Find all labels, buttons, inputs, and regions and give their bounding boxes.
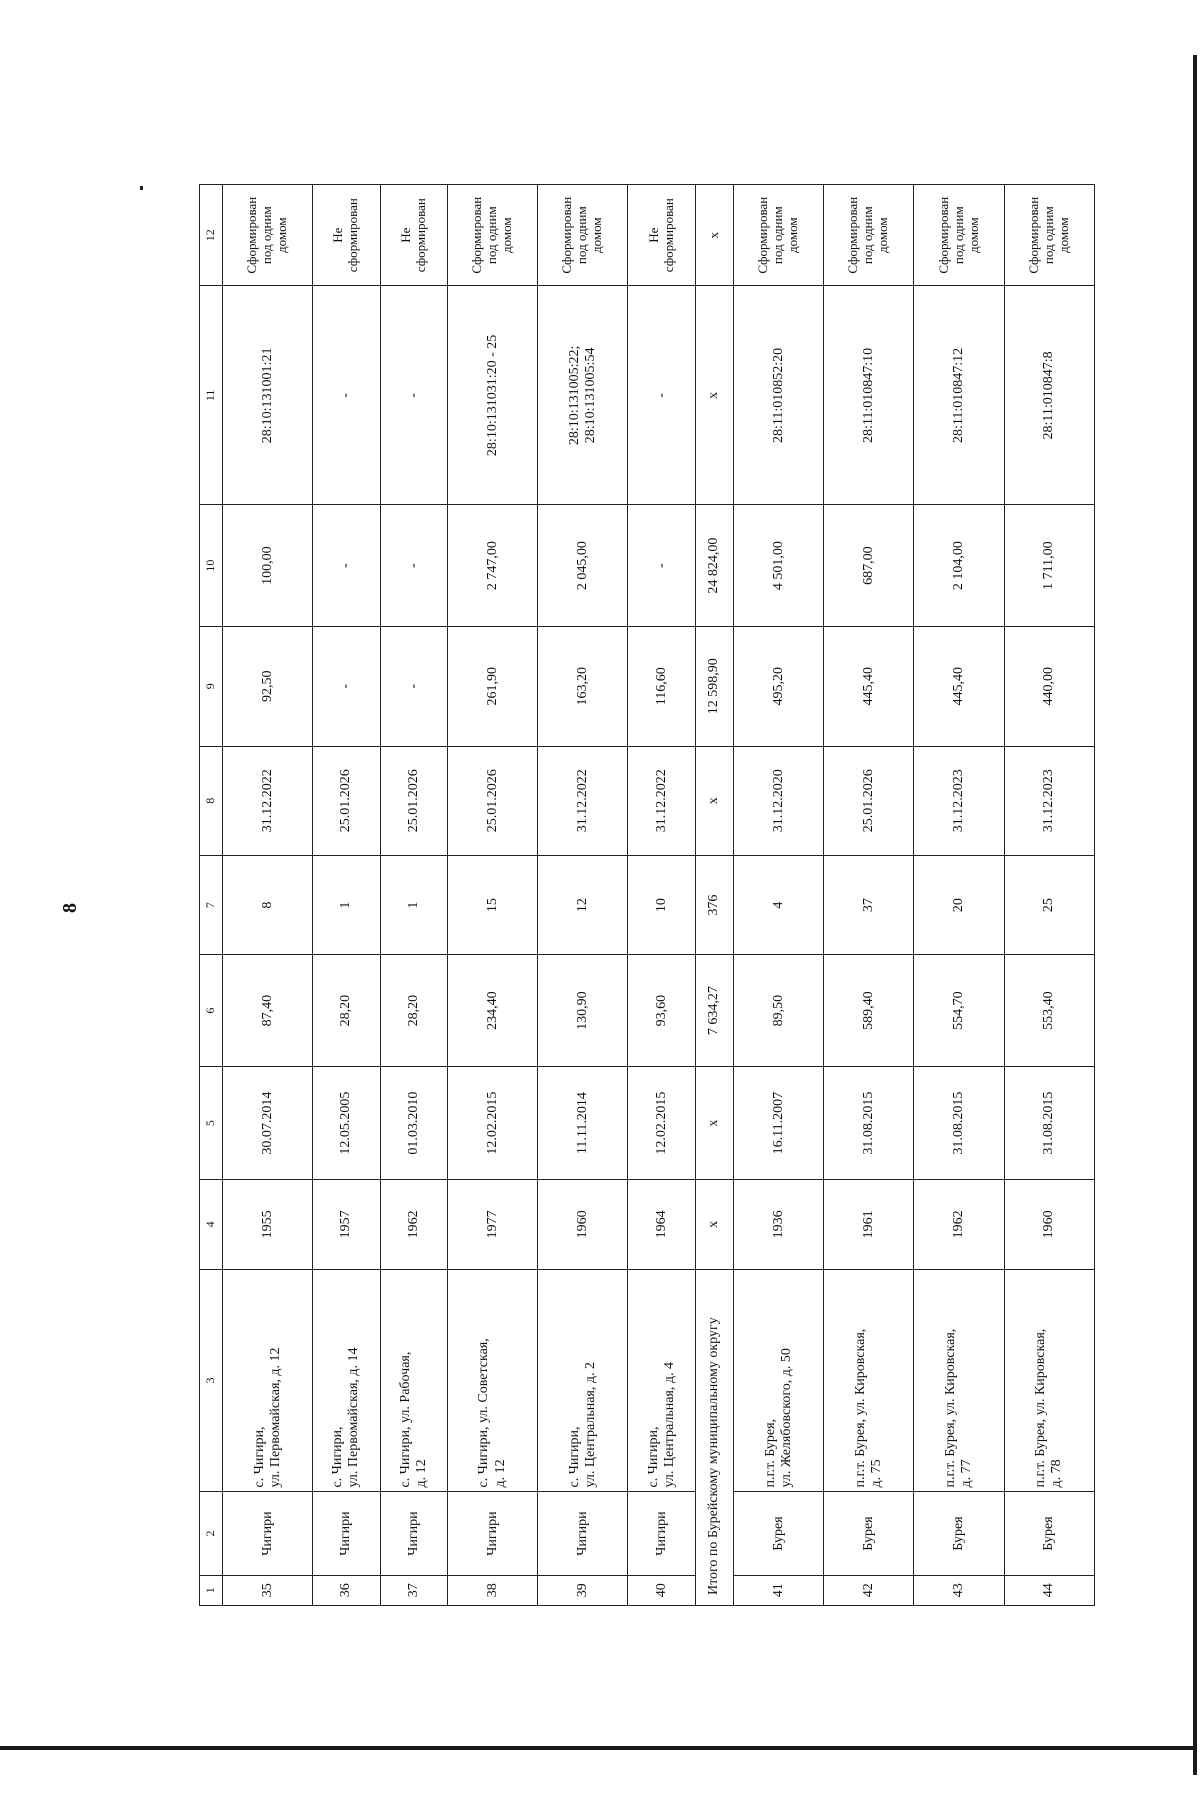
address-line: с. Чигири, — [251, 1426, 267, 1488]
row-number: 35 — [223, 1575, 313, 1605]
page-number: 8 — [58, 903, 81, 913]
table-row — [538, 185, 628, 1606]
build-year: 1960 — [538, 1180, 628, 1269]
value-9: 116,60 — [628, 626, 695, 746]
status-line: Сформирован — [1025, 196, 1041, 274]
emergency-date: 31.08.2015 — [914, 1066, 1004, 1180]
land-status — [223, 185, 313, 286]
address-line: д. 77 — [959, 1459, 975, 1488]
deadline: 31.12.2023 — [914, 746, 1004, 855]
build-year: 1955 — [223, 1180, 313, 1269]
address-line: ул. Первомайская, д. 14 — [346, 1347, 362, 1488]
cadastral-number — [733, 286, 823, 505]
land-status — [733, 185, 823, 286]
cadastral-line: 28:11:010847:10 — [860, 347, 876, 443]
residents: 25 — [1004, 856, 1094, 955]
scan-edge-bottom — [0, 1746, 1197, 1750]
table-row — [380, 185, 447, 1606]
residents: 10 — [628, 856, 695, 955]
status-line: домом — [875, 217, 891, 253]
cadastral-line: 28:11:010852:20 — [770, 347, 786, 443]
value-10: 2 104,00 — [914, 505, 1004, 627]
header-row — [200, 185, 223, 1606]
address-line: д. 12 — [413, 1459, 429, 1488]
cadastral-line: 28:10:131001:21 — [259, 347, 275, 444]
col-header: 8 — [200, 746, 223, 855]
status-line: под одним — [770, 206, 786, 265]
status-line: Сформирован — [935, 196, 951, 274]
deadline: 25.01.2026 — [313, 746, 380, 855]
residents: 1 — [313, 856, 380, 955]
deadline: 31.12.2022 — [538, 746, 628, 855]
status-line: Сформирован — [469, 196, 485, 274]
address — [628, 1269, 695, 1492]
deadline: 25.01.2026 — [380, 746, 447, 855]
address-line: ул. Первомайская, д. 12 — [267, 1347, 283, 1488]
residents: 4 — [733, 856, 823, 955]
col-header: 4 — [200, 1180, 223, 1269]
address-line: с. Чигири, — [566, 1426, 582, 1488]
value-10: 1 711,00 — [1004, 505, 1094, 627]
build-year: 1977 — [447, 1180, 537, 1269]
build-year: x — [695, 1180, 733, 1269]
status-line: под одним — [860, 206, 876, 265]
value-10: 687,00 — [824, 505, 914, 627]
emergency-date: 30.07.2014 — [223, 1066, 313, 1180]
address — [1004, 1269, 1094, 1492]
row-number: 44 — [1004, 1575, 1094, 1605]
address — [380, 1269, 447, 1492]
status-line: домом — [785, 217, 801, 253]
area: 93,60 — [628, 955, 695, 1066]
col-header: 9 — [200, 626, 223, 746]
cadastral-number — [914, 286, 1004, 505]
row-number: 40 — [628, 1575, 695, 1605]
row-number: 39 — [538, 1575, 628, 1605]
land-status — [538, 185, 628, 286]
status-line: домом — [499, 217, 515, 253]
settlement: Чигири — [313, 1492, 380, 1575]
col-header: 6 — [200, 955, 223, 1066]
area: 130,90 — [538, 955, 628, 1066]
value-10: - — [313, 505, 380, 627]
build-year: 1961 — [824, 1180, 914, 1269]
address-line: с. Чигири, ул. Рабочая, — [397, 1351, 413, 1488]
status-line: сформирован — [345, 198, 361, 273]
table-row — [628, 185, 695, 1606]
housing-table — [199, 184, 1095, 1606]
area: 87,40 — [223, 955, 313, 1066]
cadastral-line: 28:10:131031:20 - 25 — [484, 334, 500, 457]
cadastral-line: - — [338, 393, 354, 398]
cadastral-line: 28:10:131005:54 — [582, 347, 598, 444]
status-line: Сформирован — [845, 196, 861, 274]
residents: 8 — [223, 856, 313, 955]
status-line: сформирован — [412, 198, 428, 273]
emergency-date: 12.02.2015 — [447, 1066, 537, 1180]
status-line: домом — [589, 217, 605, 253]
address-line: с. Чигири, — [330, 1426, 346, 1488]
col-header: 2 — [200, 1492, 223, 1575]
table-row — [914, 185, 1004, 1606]
table-body — [223, 185, 1095, 1606]
area: 589,40 — [824, 955, 914, 1066]
cadastral-line: - — [653, 393, 669, 398]
row-number: 37 — [380, 1575, 447, 1605]
land-status — [380, 185, 447, 286]
value-9: 163,20 — [538, 626, 628, 746]
emergency-date: 12.02.2015 — [628, 1066, 695, 1180]
col-header: 1 — [200, 1575, 223, 1605]
deadline: x — [695, 746, 733, 855]
row-number: 38 — [447, 1575, 537, 1605]
address-line: ул. Желябовского, д. 50 — [778, 1348, 794, 1488]
status-line: домом — [1055, 217, 1071, 253]
address — [914, 1269, 1004, 1492]
cadastral-line: 28:10:131005:22; — [566, 345, 582, 446]
row-number: 36 — [313, 1575, 380, 1605]
address-line: с. Чигири, — [645, 1426, 661, 1488]
build-year: 1957 — [313, 1180, 380, 1269]
status-line: под одним — [950, 206, 966, 265]
cadastral-number — [1004, 286, 1094, 505]
area: 234,40 — [447, 955, 537, 1066]
table-row — [313, 185, 380, 1606]
value-10: - — [628, 505, 695, 627]
value-9: 261,90 — [447, 626, 537, 746]
settlement: Бурея — [1004, 1492, 1094, 1575]
scan-edge-right — [1193, 55, 1197, 1775]
value-10: 2 747,00 — [447, 505, 537, 627]
deadline: 31.12.2023 — [1004, 746, 1094, 855]
address — [733, 1269, 823, 1492]
address — [447, 1269, 537, 1492]
area: 7 634,27 — [695, 955, 733, 1066]
value-10: 2 045,00 — [538, 505, 628, 627]
settlement: Чигири — [538, 1492, 628, 1575]
status-line: Сформирован — [559, 196, 575, 274]
cadastral-number — [223, 286, 313, 505]
address — [824, 1269, 914, 1492]
status-line: Не — [330, 227, 346, 243]
cadastral-number: x — [695, 286, 733, 505]
emergency-date: 12.05.2005 — [313, 1066, 380, 1180]
table-wrapper — [199, 184, 1095, 1606]
address-line: д. 75 — [868, 1459, 884, 1488]
land-status — [824, 185, 914, 286]
emergency-date: 01.03.2010 — [380, 1066, 447, 1180]
col-header: 12 — [200, 185, 223, 286]
residents: 376 — [695, 856, 733, 955]
value-9: - — [313, 626, 380, 746]
status-line: под одним — [484, 206, 500, 265]
emergency-date: 11.11.2014 — [538, 1066, 628, 1180]
settlement: Чигири — [447, 1492, 537, 1575]
deadline: 25.01.2026 — [447, 746, 537, 855]
residents: 37 — [824, 856, 914, 955]
cadastral-line: 28:11:010847:8 — [1041, 351, 1057, 440]
land-status — [1004, 185, 1094, 286]
settlement: Чигири — [223, 1492, 313, 1575]
table-row — [447, 185, 537, 1606]
build-year: 1960 — [1004, 1180, 1094, 1269]
scan-artifact-dot — [140, 186, 143, 190]
row-number: 41 — [733, 1575, 823, 1605]
deadline: 31.12.2020 — [733, 746, 823, 855]
address — [538, 1269, 628, 1492]
land-status — [914, 185, 1004, 286]
emergency-date: 31.08.2015 — [1004, 1066, 1094, 1180]
col-header: 11 — [200, 286, 223, 505]
value-9: 495,20 — [733, 626, 823, 746]
deadline: 31.12.2022 — [628, 746, 695, 855]
cadastral-line: - — [405, 393, 421, 398]
table-row — [1004, 185, 1094, 1606]
emergency-date: 16.11.2007 — [733, 1066, 823, 1180]
col-header: 10 — [200, 505, 223, 627]
col-header: 5 — [200, 1066, 223, 1180]
status-line: Не — [397, 227, 413, 243]
area: 28,20 — [380, 955, 447, 1066]
address — [223, 1269, 313, 1492]
value-9: 440,00 — [1004, 626, 1094, 746]
table-row — [223, 185, 313, 1606]
area: 553,40 — [1004, 955, 1094, 1066]
status-line: Сформирован — [755, 196, 771, 274]
land-status — [313, 185, 380, 286]
cadastral-number — [380, 286, 447, 505]
total-label: Итого по Бурейскому муниципальному округу — [695, 1269, 733, 1605]
status-line: сформирован — [660, 198, 676, 273]
deadline: 25.01.2026 — [824, 746, 914, 855]
land-status — [628, 185, 695, 286]
residents: 12 — [538, 856, 628, 955]
address-line: ул. Центральная, д. 2 — [582, 1362, 598, 1488]
land-status: x — [695, 185, 733, 286]
address-line: п.г.т. Бурея, ул. Кировская, — [852, 1328, 868, 1488]
emergency-date: 31.08.2015 — [824, 1066, 914, 1180]
build-year: 1962 — [380, 1180, 447, 1269]
value-10: - — [380, 505, 447, 627]
address — [313, 1269, 380, 1492]
status-line: домом — [965, 217, 981, 253]
settlement: Бурея — [824, 1492, 914, 1575]
cadastral-line: 28:11:010847:12 — [951, 347, 967, 443]
address-line: д. 12 — [492, 1459, 508, 1488]
value-9: 92,50 — [223, 626, 313, 746]
cadastral-number — [538, 286, 628, 505]
col-header: 7 — [200, 856, 223, 955]
cadastral-number — [628, 286, 695, 505]
area: 554,70 — [914, 955, 1004, 1066]
settlement: Бурея — [914, 1492, 1004, 1575]
residents: 20 — [914, 856, 1004, 955]
address-line: п.г.т. Бурея, — [762, 1418, 778, 1488]
value-10: 100,00 — [223, 505, 313, 627]
settlement: Бурея — [733, 1492, 823, 1575]
row-number: 42 — [824, 1575, 914, 1605]
row-number: 43 — [914, 1575, 1004, 1605]
value-10: 24 824,00 — [695, 505, 733, 627]
cadastral-number — [313, 286, 380, 505]
build-year: 1936 — [733, 1180, 823, 1269]
value-9: 445,40 — [914, 626, 1004, 746]
build-year: 1964 — [628, 1180, 695, 1269]
table-row — [733, 185, 823, 1606]
cadastral-number — [824, 286, 914, 505]
col-header: 3 — [200, 1269, 223, 1492]
value-9: 445,40 — [824, 626, 914, 746]
cadastral-number — [447, 286, 537, 505]
status-line: Не — [645, 227, 661, 243]
land-status — [447, 185, 537, 286]
table-row — [824, 185, 914, 1606]
status-line: под одним — [574, 206, 590, 265]
value-9: 12 598,90 — [695, 626, 733, 746]
address-line: п.г.т. Бурея, ул. Кировская, — [942, 1328, 958, 1488]
value-10: 4 501,00 — [733, 505, 823, 627]
address-line: д. 78 — [1049, 1459, 1065, 1488]
emergency-date: x — [695, 1066, 733, 1180]
status-line: под одним — [259, 206, 275, 265]
status-line: домом — [274, 217, 290, 253]
value-9: - — [380, 626, 447, 746]
address-line: ул. Центральная, д. 4 — [661, 1362, 677, 1488]
deadline: 31.12.2022 — [223, 746, 313, 855]
status-line: Сформирован — [244, 196, 260, 274]
total-row — [695, 185, 733, 1606]
area: 89,50 — [733, 955, 823, 1066]
address-line: с. Чигири, ул. Советская, — [476, 1338, 492, 1488]
residents: 1 — [380, 856, 447, 955]
address-line: п.г.т. Бурея, ул. Кировская, — [1033, 1328, 1049, 1488]
status-line: под одним — [1040, 206, 1056, 265]
settlement: Чигири — [628, 1492, 695, 1575]
build-year: 1962 — [914, 1180, 1004, 1269]
settlement: Чигири — [380, 1492, 447, 1575]
residents: 15 — [447, 856, 537, 955]
area: 28,20 — [313, 955, 380, 1066]
